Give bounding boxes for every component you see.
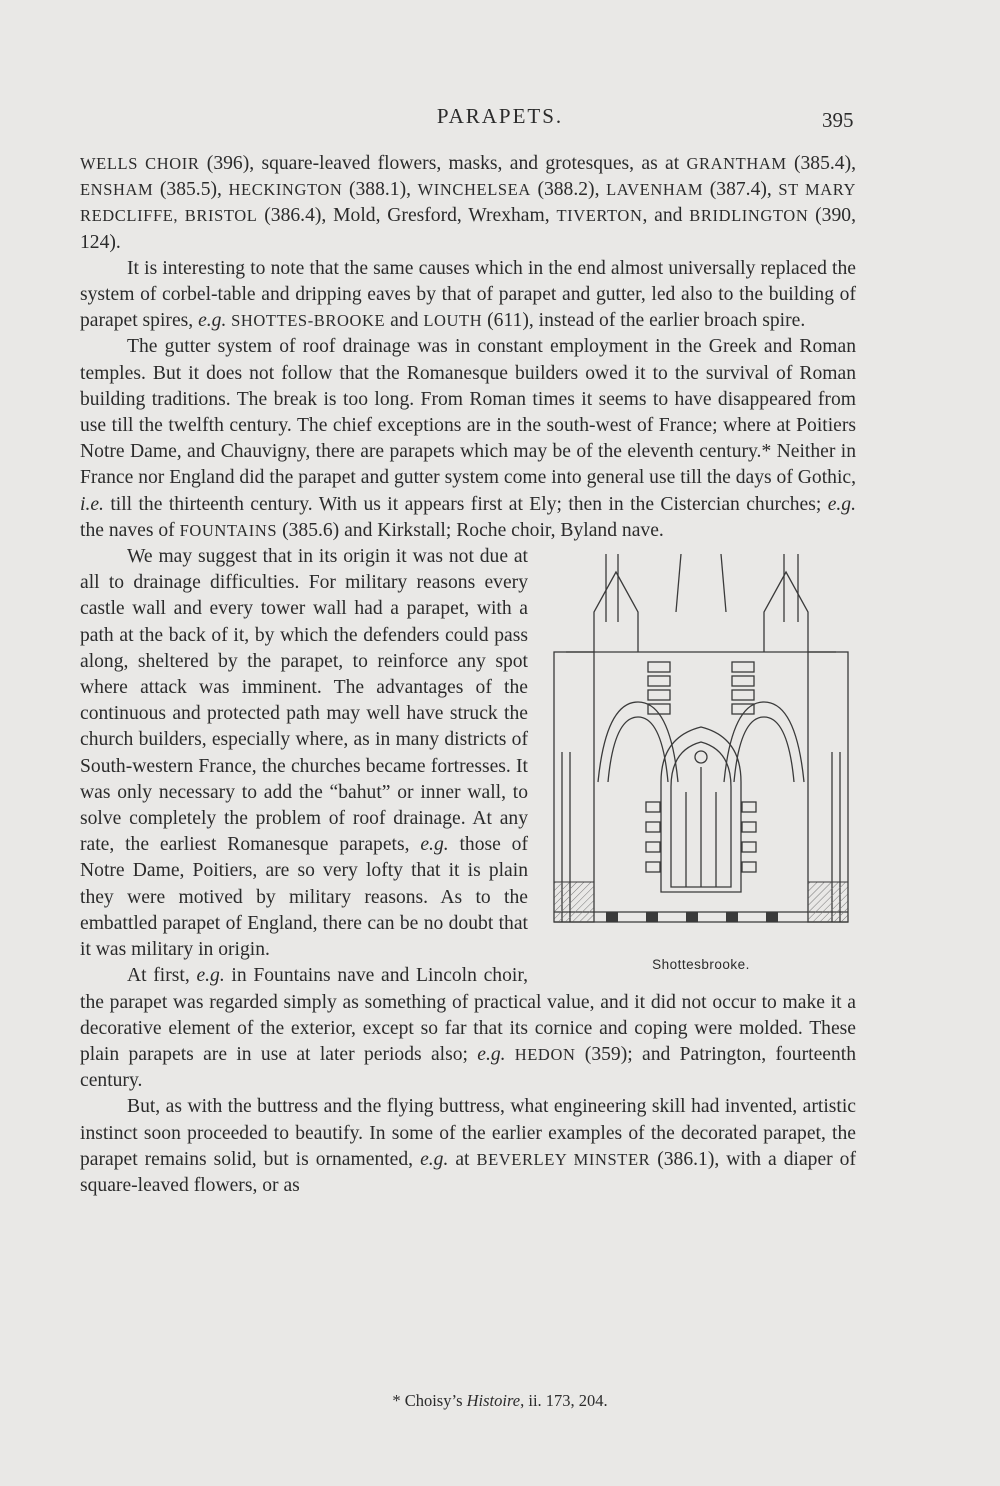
shottesbrooke-figure	[546, 552, 856, 972]
page-number: 395	[822, 108, 854, 132]
paragraph-3: The gutter system of roof drainage was in constant employment in the Greek and Roman temples. But it does not follow that the Romanesque builders owed it to the survival of Roman building traditions. The break is too long. From Roman times it seems to have disappeared from use till the twelfth century. The chief exceptions are in the south-west of France; where at Poitiers Notre Dame, and Chauvigny, there are parapets which may be of the eleventh century.* Neither in France nor England did the parapet and gutter system come into general use till the days of Gothic, i.e. till the thirteenth century. With us it appears first at Ely; then in the Cistercian churches; e.g. the naves of FOUNTAINS (385.6) and Kirkstall; Roche choir, Byland nave.	[80, 336, 856, 541]
paragraph-5: At first, e.g. in Fountains nave and Lincoln choir, the parapet was regarded simply as something of practical value, and it did not occur to make it a decorative element of the exterior, except so far that its cornice and coping were molded. These plain parapets are in use at later periods also; e.g. HEDON (359); and Patrington, fourteenth century.	[80, 965, 857, 1092]
paragraph-2: It is interesting to note that the same causes which in the end almost universally replaced the system of corbel-table and dripping eaves by that of parapet and gutter, led also to the building of parapet spires, e.g. SHOTTES-BROOKE and LOUTH (611), instead of the earlier broach spire.	[80, 257, 856, 332]
paragraph-6: But, as with the buttress and the flying buttress, what engineering skill had invented, artistic instinct soon proceeded to beautify. In some of the earlier examples of the decorated parapet, the parapet remains solid, but is ornamented, e.g. at BEVERLEY MINSTER (386.1), with a diaper of square-leaved flowers, or as	[80, 1096, 856, 1196]
shottesbrooke-illustration	[546, 552, 856, 944]
paragraph-4: We may suggest that in its origin it was not due at all to drainage difficulties. For military reasons every castle wall and every tower wall had a parapet, with a path at the back of it, by which the defenders could pass along, sheltered by the parapet, to reinforce any spot where attack was imminent. The advantages of the continuous and protected path may well have struck the church builders, especially where, as in many districts of South-western France, the churches became fortresses. It was only necessary to add the “bahut” or inner wall, to solve completely the problem of roof drainage. At any rate, the earliest Romanesque parapets, e.g. those of Notre Dame, Poitiers, are so very lofty that it is plain they were motived by military reasons. As to the embattled parapet of England, there can be no doubt that it was military in origin.	[80, 546, 528, 961]
running-head: PARAPETS.	[436, 104, 564, 128]
paragraph-1: WELLS CHOIR (396), square-leaved flowers, masks, and grotesques, as at GRANTHAM (385.4), ENSHAM (385.5), HECKINGTON (388.1), WINCHELSEA (388.2), LAVENHAM (387.4), ST MARY REDCLIFFE, BRISTOL (386.4), Mold, Gresford, Wrexham, TIVERTON, and BRIDLINGTON (390, 124).	[80, 153, 856, 253]
body-text	[80, 151, 856, 1199]
figure-caption: Shottesbrooke.	[652, 957, 750, 973]
footnote: * Choisy’s Histoire, ii. 173, 204.	[392, 1391, 608, 1410]
